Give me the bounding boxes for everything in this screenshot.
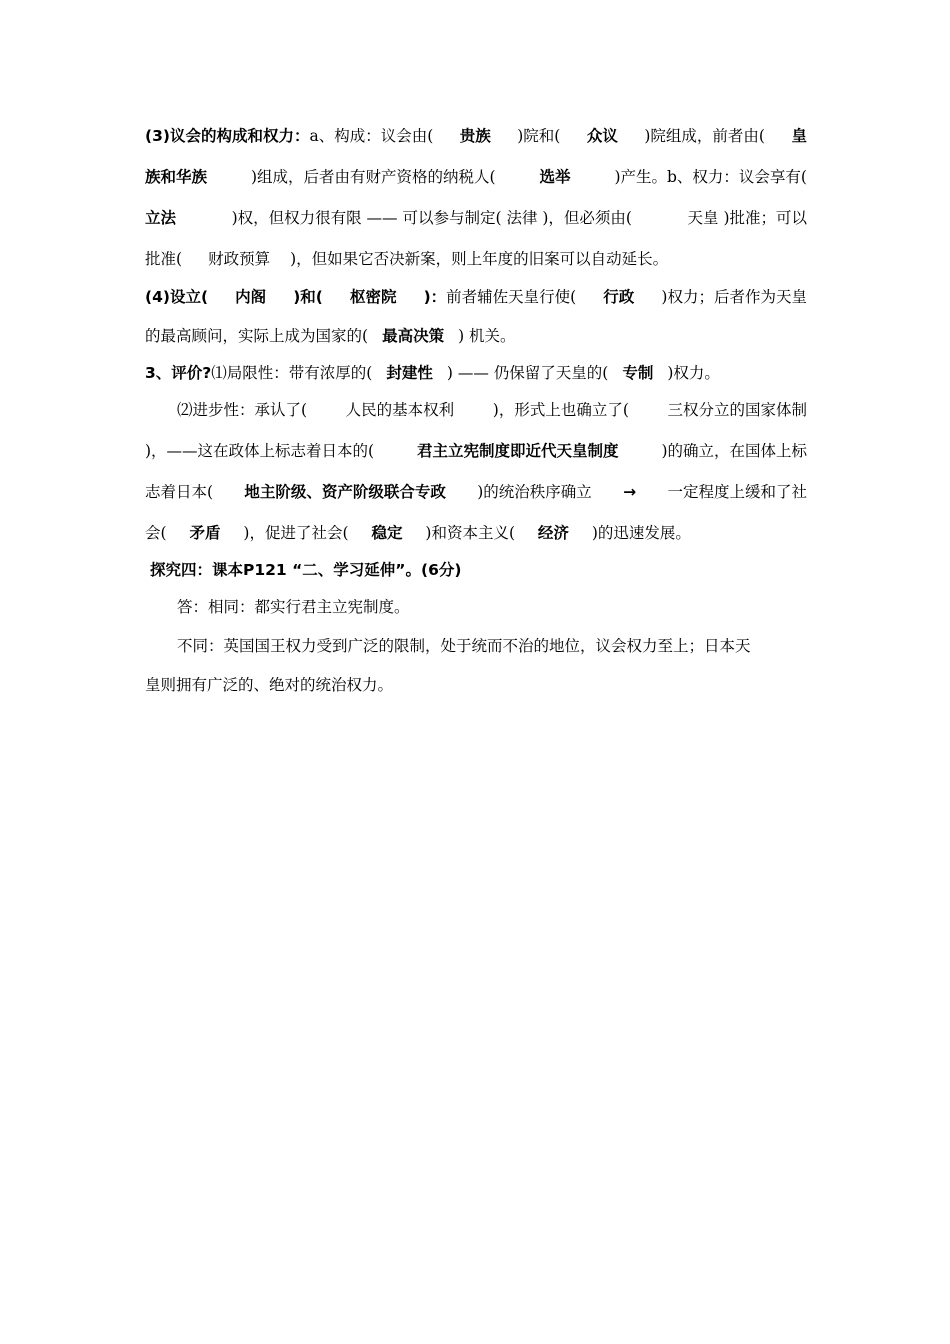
text: ) —— 仍保留了天皇的( <box>446 364 609 382</box>
answer-blank: 经济 <box>537 524 569 542</box>
section-heading-evaluation: 3、评价? <box>145 364 212 382</box>
doc-line-10 <box>145 477 807 507</box>
text: )权，但权力很有限 —— 可以参与制定( 法律 )，但必须由( <box>231 209 632 227</box>
answer-blank: 选举 <box>539 168 571 186</box>
text: )的迅速发展。 <box>591 524 691 542</box>
text: 会( <box>145 524 167 542</box>
answer-blank: 专制 <box>622 364 654 382</box>
answer-blank: 族和华族 <box>145 168 208 186</box>
text: )产生。b、权力：议会享有( <box>614 168 807 186</box>
answer-blank: 立法 <box>145 209 177 227</box>
text: 天皇 )批准；可以 <box>687 209 807 227</box>
answer-blank: 君主立宪制度即近代天皇制度 <box>417 442 619 460</box>
doc-line-9 <box>145 436 807 466</box>
doc-line-3 <box>145 203 807 233</box>
answer-difference-cont: 皇则拥有广泛的、绝对的统治权力。 <box>145 676 394 694</box>
answer-similarity: 答：相同：都实行君主立宪制度。 <box>177 598 410 616</box>
text: )，促进了社会( <box>243 524 349 542</box>
text: ) 机关。 <box>458 327 516 345</box>
text: )院组成，前者由( <box>644 127 765 145</box>
text: )的统治秩序确立 <box>477 483 592 501</box>
text: )和资本主义( <box>425 524 515 542</box>
doc-line-11 <box>145 518 691 548</box>
text: 志着日本( <box>145 483 214 501</box>
section-heading-3: (3)议会的构成和权力： <box>145 127 310 145</box>
answer-blank: 矛盾 <box>189 524 221 542</box>
arrow-icon: → <box>623 483 637 501</box>
answer-blank: 财政预算 <box>208 250 271 268</box>
text: 前者辅佐天皇行使( <box>446 288 577 306</box>
text: 一定程度上缓和了社 <box>667 483 807 501</box>
text: a、构成：议会由( <box>309 127 434 145</box>
answer-blank: 贵族 <box>459 127 491 145</box>
answer-blank: 皇 <box>791 127 807 145</box>
section-heading-explore-4: 探究四：课本P121 “二、学习延伸”。(6分) <box>150 561 462 579</box>
text: )组成，后者由有财产资格的纳税人( <box>250 168 496 186</box>
section-heading-4: (4)设立( <box>145 288 209 306</box>
text: )的确立，在国体上标 <box>661 442 807 460</box>
text: 批准( <box>145 250 183 268</box>
text: ⑵进步性：承认了( <box>177 401 308 419</box>
answer-blank: 稳定 <box>371 524 403 542</box>
text: ⑴局限性：带有浓厚的( <box>211 364 373 382</box>
answer-blank: 三权分立的国家体制 <box>667 401 807 419</box>
text: )和( <box>293 288 323 306</box>
doc-line-6 <box>145 321 807 351</box>
answer-blank: 行政 <box>603 288 635 306</box>
answer-blank: 地主阶级、资产阶级联合专政 <box>244 483 446 501</box>
text: )院和( <box>517 127 561 145</box>
answer-difference: 不同：英国国王权力受到广泛的限制，处于统而不治的地位，议会权力至上；日本天 <box>177 637 751 655</box>
answer-blank: 人民的基本权利 <box>345 401 455 419</box>
text: )权力；后者作为天皇 <box>661 288 807 306</box>
text: 的最高顾问，实际上成为国家的( <box>145 327 369 345</box>
text: )，——这在政体上标志着日本的( <box>145 442 375 460</box>
text: )： <box>423 288 447 306</box>
doc-line-4 <box>145 244 807 274</box>
doc-line-1 <box>145 121 807 151</box>
answer-blank: 众议 <box>586 127 618 145</box>
text: )，形式上也确立了( <box>492 401 629 419</box>
answer-blank: 枢密院 <box>349 288 397 306</box>
answer-blank: 内阁 <box>235 288 267 306</box>
doc-line-5 <box>145 282 807 312</box>
text: )，但如果它否决新案，则上年度的旧案可以自动延长。 <box>290 250 669 268</box>
doc-line-2 <box>145 162 807 192</box>
doc-line-7 <box>145 358 805 388</box>
doc-line-8 <box>177 395 807 425</box>
answer-blank: 最高决策 <box>382 327 445 345</box>
text: )权力。 <box>667 364 720 382</box>
answer-blank: 封建性 <box>386 364 433 382</box>
